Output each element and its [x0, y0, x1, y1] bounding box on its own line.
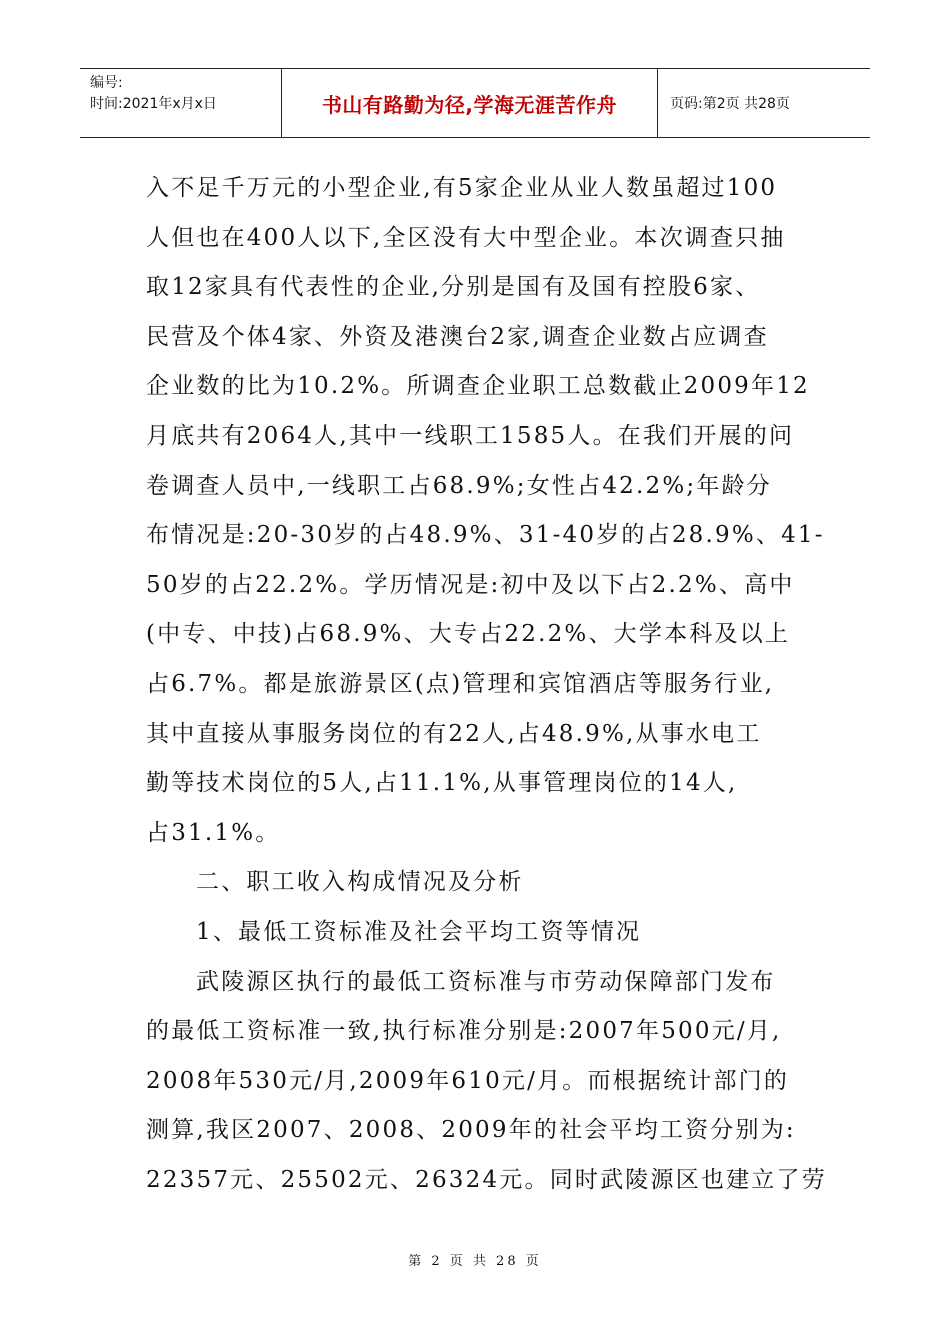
document-date-label: 时间:2021年x月x日	[90, 96, 217, 112]
document-body	[146, 164, 827, 1205]
body-line: 人但也在400人以下,全区没有大中型企业。本次调查只抽	[146, 224, 786, 251]
body-line: 测算,我区2007、2008、2009年的社会平均工资分别为:	[146, 1117, 796, 1144]
body-line: 其中直接从事服务岗位的有22人,占48.9%,从事水电工	[146, 720, 762, 747]
body-line: 勤等技术岗位的5人,占11.1%,从事管理岗位的14人,	[146, 770, 738, 797]
subsection-heading: 1、最低工资标准及社会平均工资等情况	[196, 918, 642, 945]
page-header	[80, 68, 870, 138]
document-number-label: 编号:	[90, 75, 123, 91]
body-line: 22357元、25502元、26324元。同时武陵源区也建立了劳	[146, 1166, 827, 1193]
body-line: (中专、中技)占68.9%、大专占22.2%、大学本科及以上	[146, 621, 791, 648]
body-line: 民营及个体4家、外资及港澳台2家,调查企业数占应调查	[146, 323, 769, 350]
body-line: 入不足千万元的小型企业,有5家企业从业人数虽超过100	[146, 175, 778, 201]
body-line: 2008年530元/月,2009年610元/月。而根据统计部门的	[146, 1067, 790, 1094]
section-heading: 二、职工收入构成情况及分析	[196, 869, 524, 896]
header-left-cell	[80, 69, 282, 137]
body-line: 50岁的占22.2%。学历情况是:初中及以下占2.2%、高中	[146, 571, 795, 598]
body-line: 月底共有2064人,其中一线职工1585人。在我们开展的问	[146, 422, 795, 449]
body-line: 企业数的比为10.2%。所调查企业职工总数截止2009年12	[146, 373, 810, 400]
body-line: 占31.1%。	[146, 819, 281, 846]
body-line: 的最低工资标准一致,执行标准分别是:2007年500元/月,	[146, 1018, 782, 1045]
body-line: 布情况是:20-30岁的占48.9%、31-40岁的占28.9%、41-	[146, 522, 825, 549]
body-line: 武陵源区执行的最低工资标准与市劳动保障部门发布	[196, 968, 776, 995]
body-line: 卷调查人员中,一线职工占68.9%;女性占42.2%;年龄分	[146, 472, 772, 499]
body-line: 取12家具有代表性的企业,分别是国有及国有控股6家、	[146, 274, 761, 301]
body-line: 占6.7%。都是旅游景区(点)管理和宾馆酒店等服务行业,	[146, 670, 775, 697]
page-footer: 第 2 页 共 28 页	[408, 1254, 542, 1269]
header-page-info: 页码:第2页 共28页	[670, 96, 790, 112]
header-motto: 书山有路勤为径,学海无涯苦作舟	[282, 69, 658, 137]
